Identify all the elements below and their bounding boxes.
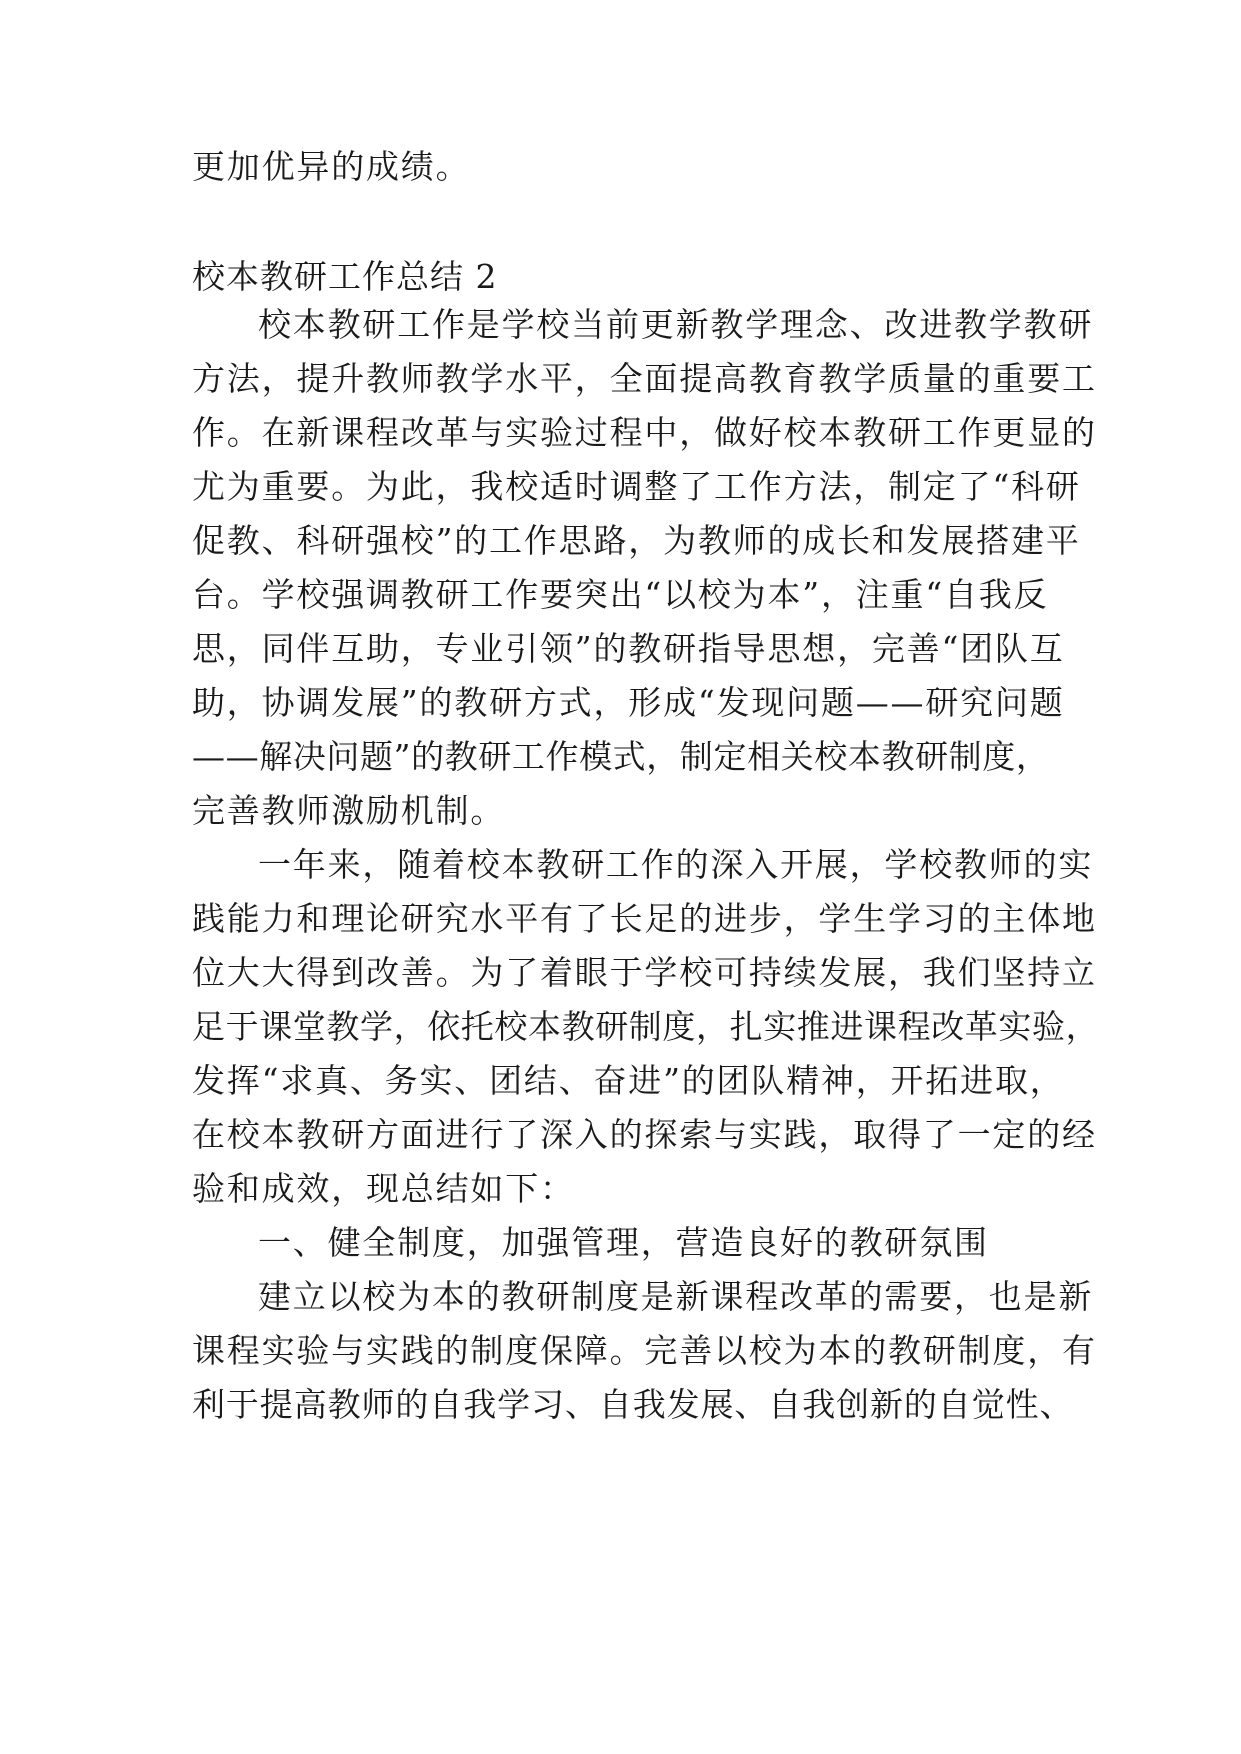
paragraph-line: 台。学校强调教研工作要突出“以校为本”，注重“自我反 [192, 575, 1049, 614]
paragraph-line: 验和成效，现总结如下： [192, 1169, 575, 1208]
closing-line: 更加优异的成绩。 [192, 147, 471, 186]
section-title: 校本教研工作总结 2 [192, 257, 498, 296]
section-heading: 一、健全制度，加强管理，营造良好的教研氛围 [258, 1223, 989, 1262]
paragraph-line: 促教、科研强校”的工作思路，为教师的成长和发展搭建平 [192, 521, 1081, 560]
paragraph-line: 思，同伴互助，专业引领”的教研指导思想，完善“团队互 [192, 629, 1065, 668]
paragraph-line: 践能力和理论研究水平有了长足的进步，学生学习的主体地 [192, 899, 1097, 938]
paragraph-line: 位大大得到改善。为了着眼于学校可持续发展，我们坚持立 [192, 953, 1097, 992]
paragraph-line: 发挥“求真、务实、团结、奋进”的团队精神，开拓进取， [192, 1061, 1065, 1100]
paragraph-line: 助，协调发展”的教研方式，形成“发现问题——研究问题 [192, 683, 1065, 722]
paragraph-line: 建立以校为本的教研制度是新课程改革的需要，也是新 [258, 1277, 1094, 1316]
paragraph-line: 完善教师激励机制。 [192, 791, 506, 830]
paragraph-line: 作。在新课程改革与实验过程中，做好校本教研工作更显的 [192, 413, 1097, 452]
paragraph-line: 尤为重要。为此，我校适时调整了工作方法，制定了“科研 [192, 467, 1081, 506]
paragraph-line: 课程实验与实践的制度保障。完善以校为本的教研制度，有 [192, 1331, 1097, 1370]
paragraph-line: 利于提高教师的自我学习、自我发展、自我创新的自觉性、 [192, 1385, 1074, 1424]
paragraph-line: 一年来，随着校本教研工作的深入开展，学校教师的实 [258, 845, 1094, 884]
paragraph-line: 足于课堂教学，依托校本教研制度，扎实推进课程改革实验， [192, 1007, 1100, 1046]
paragraph-line: 在校本教研方面进行了深入的探索与实践，取得了一定的经 [192, 1115, 1097, 1154]
paragraph-line: 方法，提升教师教学水平，全面提高教育教学质量的重要工 [192, 359, 1097, 398]
paragraph-line: 校本教研工作是学校当前更新教学理念、改进教学教研 [258, 305, 1094, 344]
paragraph-line: ——解决问题”的教研工作模式，制定相关校本教研制度， [192, 737, 1050, 776]
